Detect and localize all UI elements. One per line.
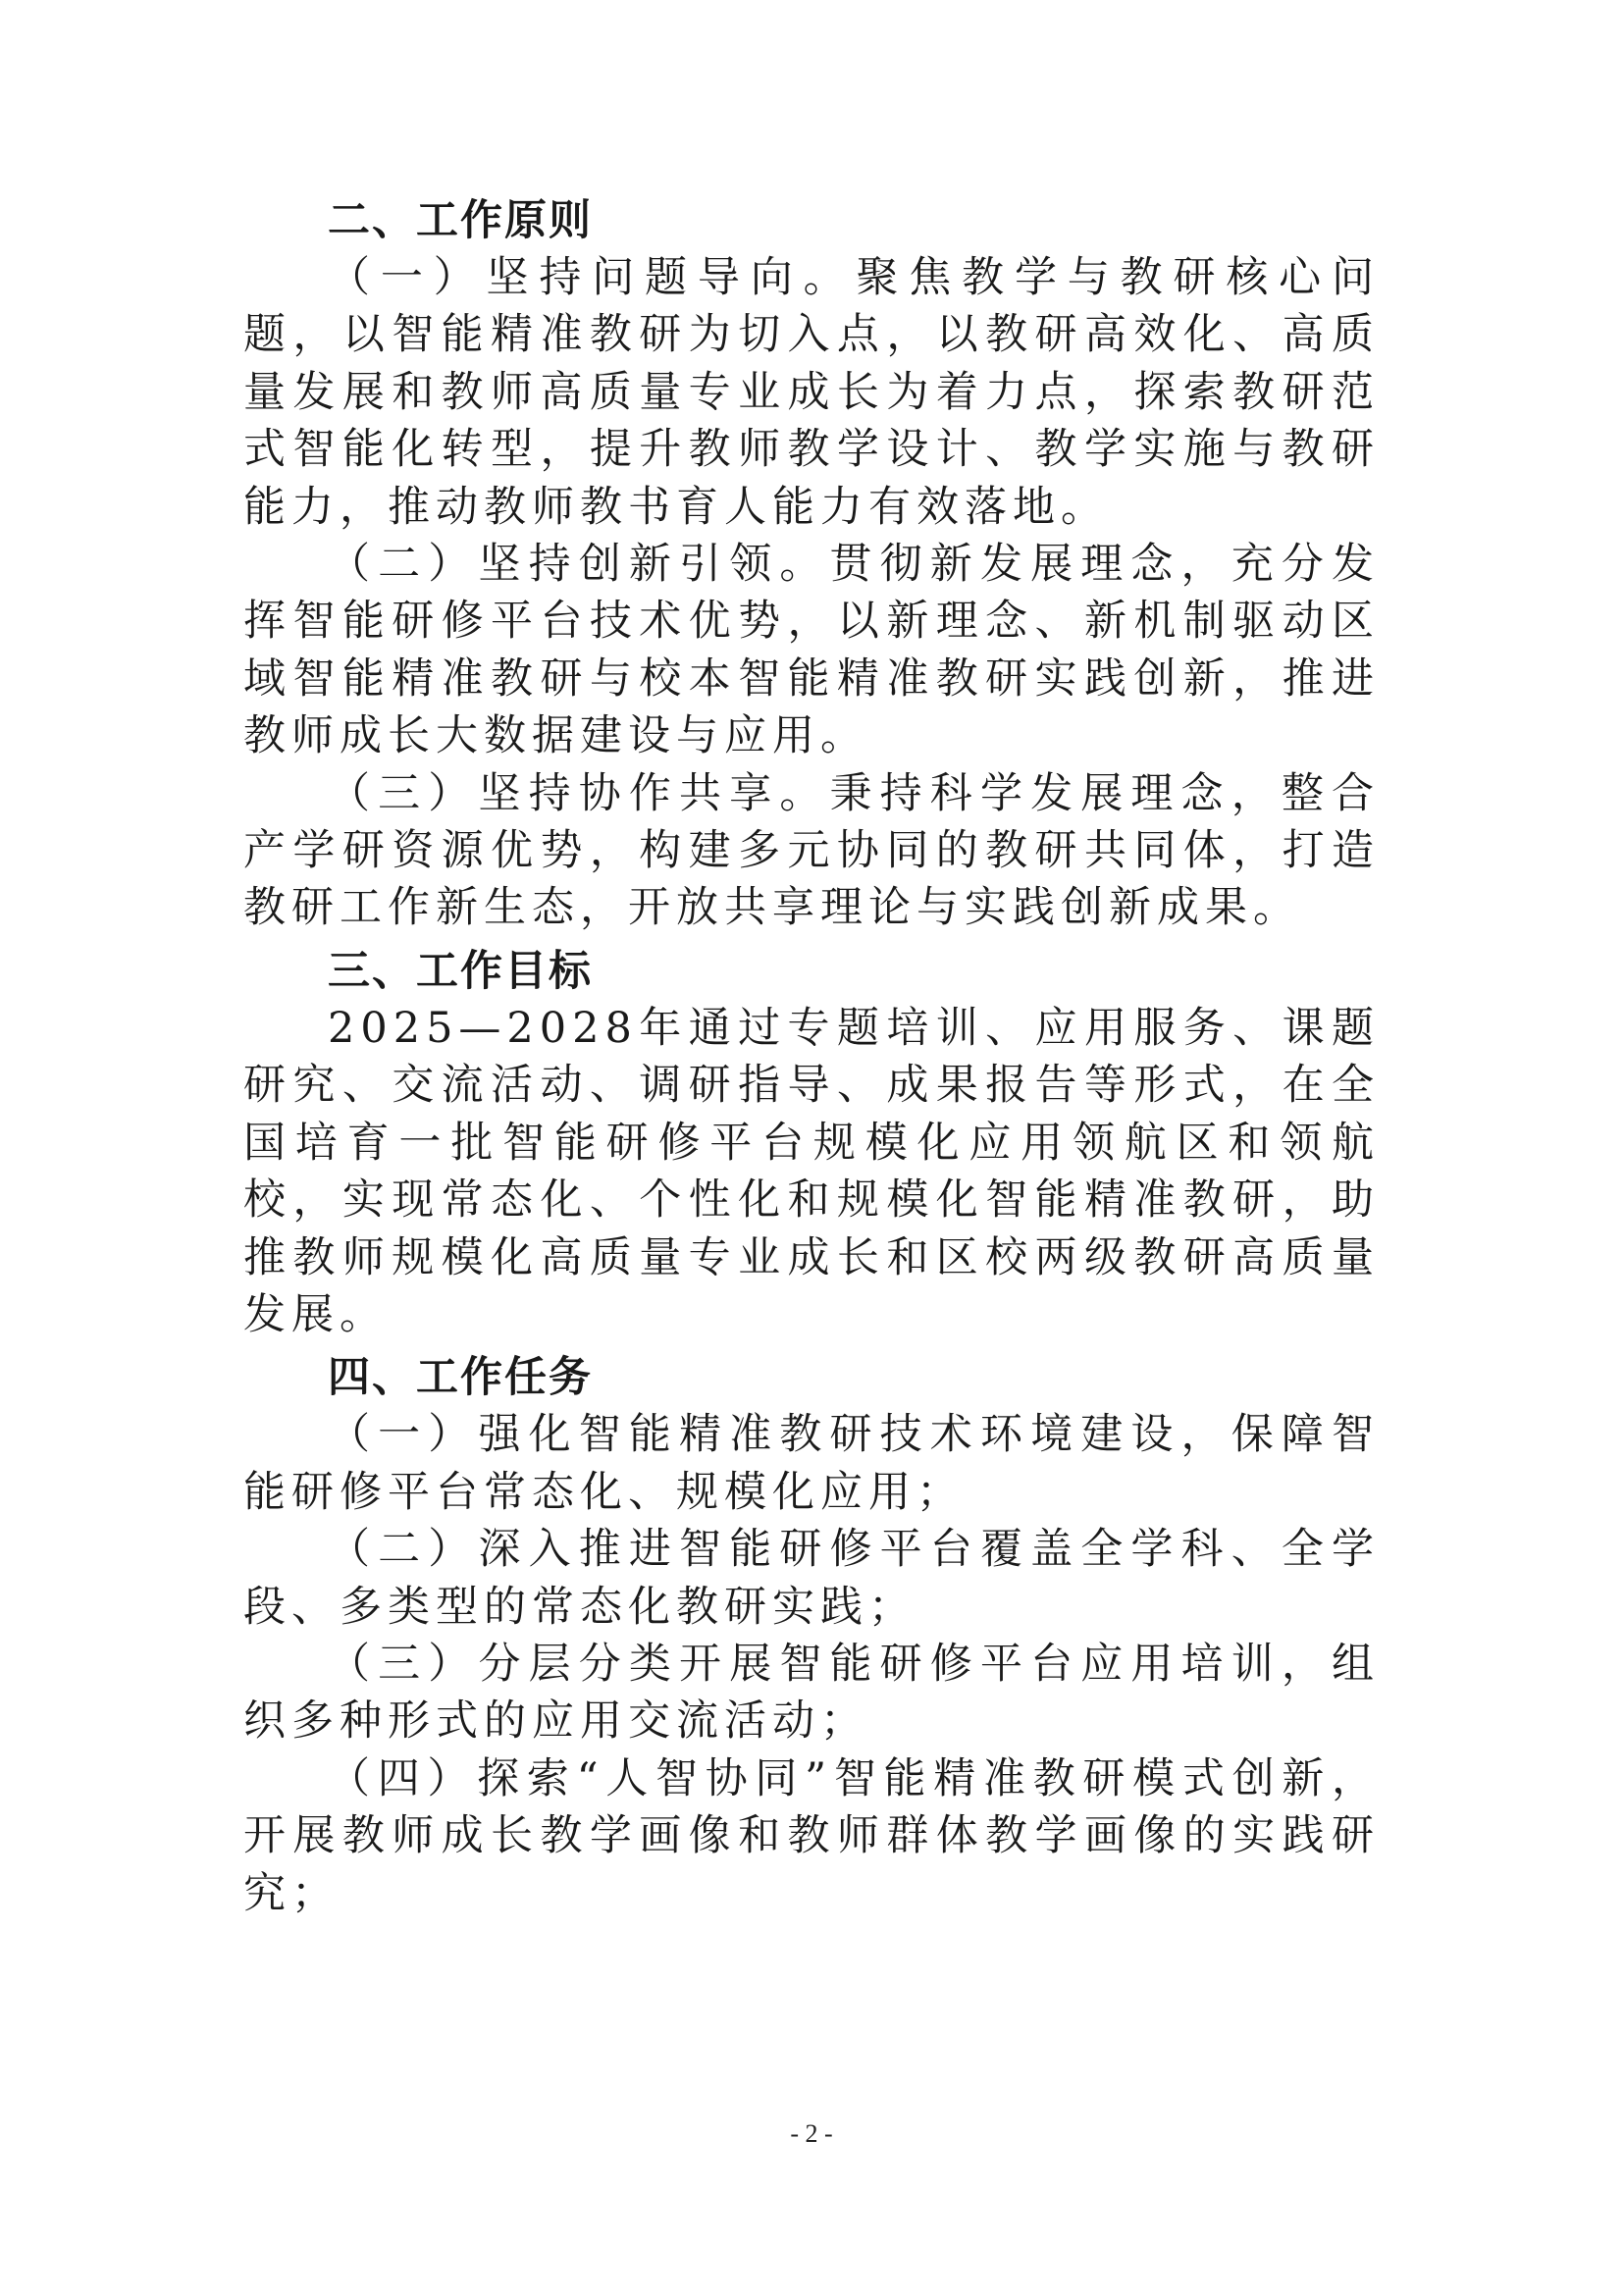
section-heading-goals: 三、工作目标 (328, 946, 593, 996)
paragraph-principle-3: （三）坚持协作共享。秉持科学发展理念，整合产学研资源优势，构建多元协同的教研共同体，打造教研工作新生态，开放共享理论与实践创新成果。 (243, 768, 1380, 933)
paragraph-principle-1: （一）坚持问题导向。聚焦教学与教研核心问题，以智能精准教研为切入点，以教研高效化、高质量发展和教师高质量专业成长为着力点，探索教研范式智能化转型，提升教师教学设计、教学实施与教研能力，推动教师教书育人能力有效落地。 (243, 253, 1380, 532)
paragraph-task-3: （三）分层分类开展智能研修平台应用培训，组织多种形式的应用交流活动； (243, 1639, 1380, 1747)
section-heading-tasks: 四、工作任务 (328, 1353, 593, 1403)
paragraph-task-2: （二）深入推进智能研修平台覆盖全学科、全学段、多类型的常态化教研实践； (243, 1525, 1380, 1632)
section-heading-principles: 二、工作原则 (328, 196, 593, 245)
paragraph-task-1: （一）强化智能精准教研技术环境建设，保障智能研修平台常态化、规模化应用； (243, 1410, 1380, 1517)
paragraph-goals: 2025—2028年通过专题培训、应用服务、课题研究、交流活动、调研指导、成果报告等形式，在全国培育一批智能研修平台规模化应用领航区和领航校，实现常态化、个性化和规模化智能精准教研，助推教师规模化高质量专业成长和区校两级教研高质量发展。 (243, 1003, 1380, 1339)
document-body (243, 186, 1380, 1922)
page-number: - 2 - (790, 2119, 833, 2148)
paragraph-principle-2: （二）坚持创新引领。贯彻新发展理念，充分发挥智能研修平台技术优势，以新理念、新机制驱动区域智能精准教研与校本智能精准教研实践创新，推进教师成长大数据建设与应用。 (243, 540, 1380, 761)
paragraph-task-4: （四）探索“人智协同”智能精准教研模式创新，开展教师成长教学画像和教师群体教学画像的实践研究； (243, 1753, 1380, 1918)
